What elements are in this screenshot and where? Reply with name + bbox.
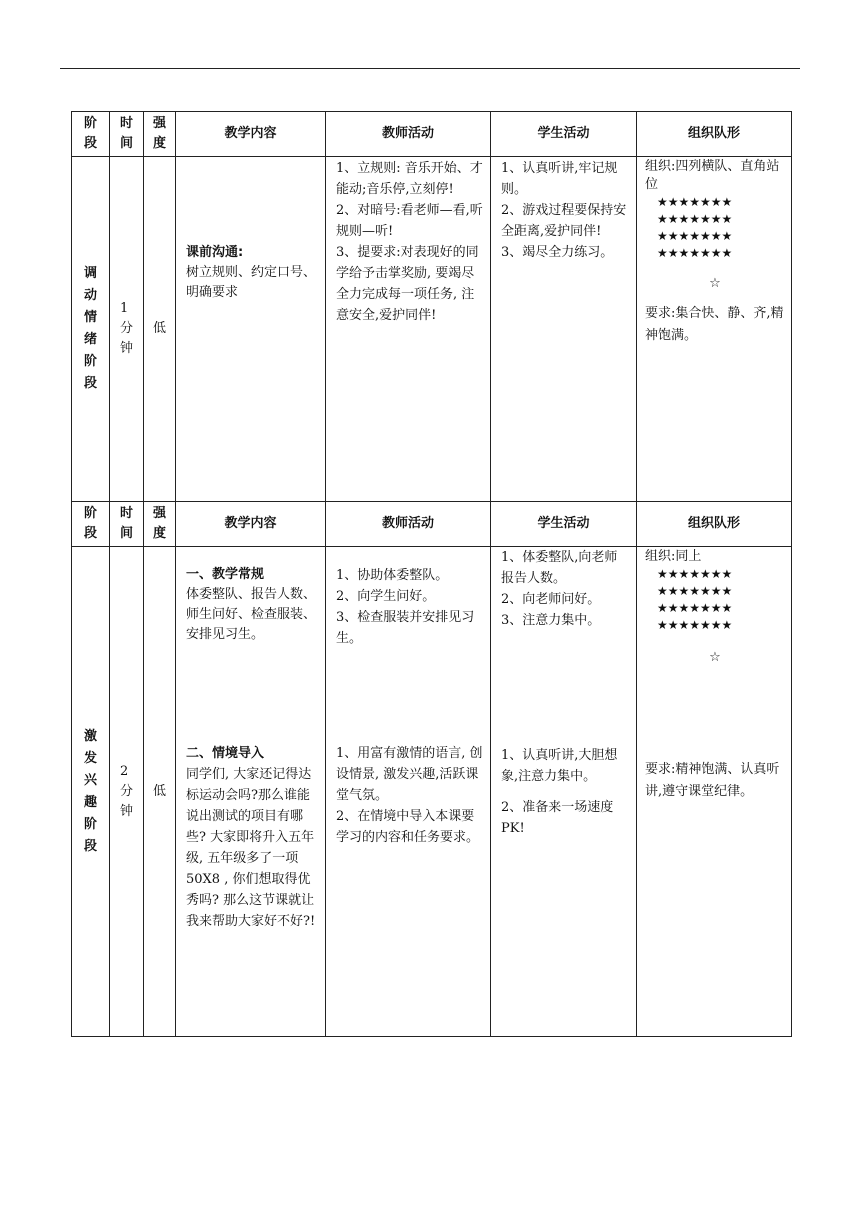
section1-row (72, 157, 792, 502)
header-intensity: 强度 (144, 112, 176, 157)
header-organization: 组织队形 (637, 112, 792, 157)
section2-row (72, 547, 792, 1037)
section1-organization (637, 157, 792, 502)
section1-content-title: 课前沟通: (186, 245, 244, 260)
section1-student-item: 3、竭尽全力练习。 (501, 245, 614, 260)
teacher-position-icon: ☆ (709, 276, 721, 291)
section2-teacher-item: 2、向学生问好。 (336, 589, 436, 604)
section1-time: 1分钟 (110, 157, 144, 502)
section1-org-req: 要求:集合快、静、齐,精神饱满。 (645, 306, 784, 343)
header-content: 教学内容 (176, 112, 326, 157)
section2-teacher (326, 547, 491, 1037)
header-teacher: 教师活动 (326, 112, 491, 157)
section1-student-item: 1、认真听讲,牢记规则。 (501, 161, 618, 197)
section2-time: 2分钟 (110, 547, 144, 1037)
header-student: 学生活动 (491, 502, 637, 547)
section1-student (491, 157, 637, 502)
section2-student-item: 1、体委整队,向老师报告人数。 (501, 550, 618, 586)
section2-intensity: 低 (144, 547, 176, 1037)
section1-teacher-item: 2、对暗号:看老师—看,听规则—听! (336, 203, 483, 239)
section1-teacher (326, 157, 491, 502)
header-organization: 组织队形 (637, 502, 792, 547)
section2-student (491, 547, 637, 1037)
section1-content-body: 树立规则、约定口号、明确要求 (186, 265, 317, 300)
section2-student-item: 1、认真听讲,大胆想象,注意力集中。 (501, 748, 618, 784)
section2-teacher-item: 1、用富有激情的语言, 创设情景, 激发兴趣,活跃课堂气氛。 (336, 746, 483, 803)
teacher-position-icon: ☆ (709, 650, 721, 665)
section2-teacher-item: 2、在情境中导入本课要学习的内容和任务要求。 (336, 809, 480, 845)
section1-stage: 调动情绪阶段 (72, 157, 110, 502)
section1-teacher-item: 1、立规则: 音乐开始、才能动;音乐停,立刻停! (336, 161, 483, 197)
section2-teacher-item: 1、协助体委整队。 (336, 568, 449, 583)
section2-content2-body: 同学们, 大家还记得达标运动会吗?那么谁能说出测试的项目有哪些? 大家即将升入五年级, 五年级多了一项 50X8 , 你们想取得优秀吗? 那么这节课就让我来帮助大家好不好?! (186, 767, 316, 929)
header-content: 教学内容 (176, 502, 326, 547)
section1-content (176, 157, 326, 502)
formation-stars: ★★★★★★★ ★★★★★★★ ★★★★★★★ ★★★★★★★ (657, 195, 733, 260)
section2-student-item: 3、注意力集中。 (501, 613, 601, 628)
section2-org-title: 组织:同上 (645, 549, 702, 564)
table-header-row (72, 112, 792, 157)
section2-teacher-item: 3、检查服装并安排见习生。 (336, 610, 475, 646)
section2-content2-title: 二、情境导入 (186, 746, 265, 761)
section2-content (176, 547, 326, 1037)
header-intensity: 强度 (144, 502, 176, 547)
section2-organization (637, 547, 792, 1037)
section1-org-title: 组织:四列横队、直角站位 (645, 159, 780, 192)
table-header-row (72, 502, 792, 547)
header-stage: 阶段 (72, 502, 110, 547)
lesson-plan-table (71, 111, 792, 1037)
header-student: 学生活动 (491, 112, 637, 157)
header-time: 时间 (110, 502, 144, 547)
section1-teacher-item: 3、提要求:对表现好的同学给予击掌奖励, 要竭尽全力完成每一项任务, 注意安全,爱护同伴! (336, 245, 479, 323)
section1-intensity: 低 (144, 157, 176, 502)
formation-stars: ★★★★★★★ ★★★★★★★ ★★★★★★★ ★★★★★★★ (657, 567, 733, 632)
section1-student-item: 2、游戏过程要保持安全距离,爱护同伴! (501, 203, 627, 239)
section2-content1-title: 一、教学常规 (186, 567, 265, 582)
section2-stage: 激发兴趣阶段 (72, 547, 110, 1037)
header-teacher: 教师活动 (326, 502, 491, 547)
section2-student-item: 2、向老师问好。 (501, 592, 601, 607)
header-time: 时间 (110, 112, 144, 157)
header-rule (60, 68, 800, 69)
header-stage: 阶段 (72, 112, 110, 157)
section2-student-item: 2、准备来一场速度PK! (501, 800, 614, 836)
section2-org-req: 要求:精神饱满、认真听讲,遵守课堂纪律。 (645, 762, 780, 799)
section2-content1-body: 体委整队、报告人数、师生问好、检查服装、安排见习生。 (186, 587, 317, 642)
